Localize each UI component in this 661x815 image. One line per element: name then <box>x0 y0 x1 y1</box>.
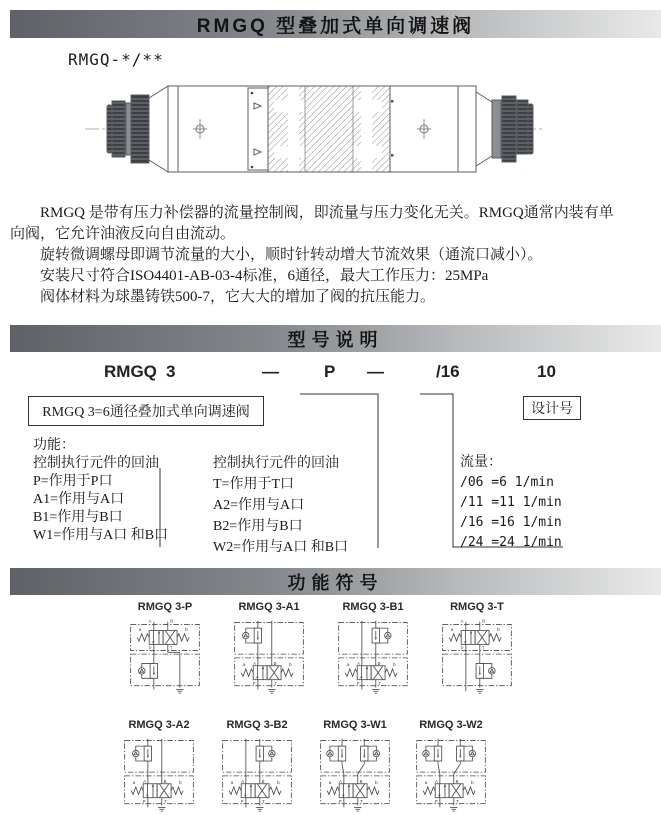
spec-line: B1=作用与B口 <box>33 510 123 525</box>
svg-text:b: b <box>393 663 396 669</box>
svg-text:b: b <box>289 663 292 669</box>
intro-line: 安装尺寸符合ISO4401-AB-03-4标准，6通径，最大工作压力：25MPa <box>40 268 489 284</box>
flow-title: 流量： <box>460 455 502 470</box>
svg-text:T: T <box>456 798 459 804</box>
svg-text:B: B <box>170 618 173 624</box>
symbol-label: RMGQ 3-A1 <box>238 601 300 613</box>
model-section-title: 型号说明 <box>287 329 384 350</box>
svg-text:T: T <box>164 798 167 804</box>
svg-text:a: a <box>346 663 350 669</box>
svg-text:P: P <box>460 645 464 651</box>
spec-line: 功能： <box>33 438 75 453</box>
flow-option: /16 =16 1/min <box>460 515 562 530</box>
symbol-label: RMGQ 3-T <box>450 601 504 613</box>
intro-line: RMGQ 是带有压力补偿器的流量控制阀，即流量与压力变化无关。RMGQ通常内装有单 <box>40 205 614 221</box>
symbols-section-title: 功能符号 <box>287 572 384 593</box>
svg-text:b: b <box>497 627 500 633</box>
svg-text:b: b <box>375 781 378 787</box>
svg-text:a: a <box>132 781 136 787</box>
model-code-part: — <box>367 362 384 381</box>
symbol-label: RMGQ 3-A2 <box>128 719 190 731</box>
svg-text:A: A <box>253 660 256 666</box>
svg-text:A: A <box>143 778 146 784</box>
model-code-part: 3 <box>166 362 176 381</box>
drawing-model-label: RMGQ-*/** <box>68 50 164 69</box>
svg-text:T: T <box>274 680 277 686</box>
svg-text:a: a <box>138 627 142 633</box>
model-code-part: /16 <box>436 362 460 381</box>
spec-line: A1=作用与A口 <box>33 492 125 507</box>
model-code-part: — <box>262 362 279 381</box>
model-code-part: 10 <box>537 362 556 381</box>
flow-rate-column <box>460 453 562 553</box>
spec-line: B2=作用与B口 <box>213 519 303 534</box>
svg-text:P: P <box>240 798 244 804</box>
svg-text:T: T <box>482 645 485 651</box>
svg-text:B: B <box>359 778 363 784</box>
function-column-middle <box>213 453 348 558</box>
svg-text:a: a <box>242 663 246 669</box>
svg-text:B: B <box>261 778 265 784</box>
svg-text:P: P <box>356 680 360 686</box>
svg-text:A: A <box>241 778 244 784</box>
symbol-label: RMGQ 3-W1 <box>323 719 387 731</box>
svg-text:T: T <box>262 798 265 804</box>
svg-text:B: B <box>482 618 485 624</box>
svg-text:a: a <box>424 781 428 787</box>
svg-text:a: a <box>230 781 234 787</box>
symbol-label: RMGQ 3-W2 <box>419 719 483 731</box>
svg-text:b: b <box>277 781 280 787</box>
model-code-part: RMGQ <box>104 362 157 381</box>
svg-text:A: A <box>435 778 438 784</box>
model-code-part: P <box>324 362 336 381</box>
main-title-bar <box>10 10 661 38</box>
svg-text:T: T <box>170 645 173 651</box>
svg-text:B: B <box>455 778 459 784</box>
svg-text:P: P <box>434 798 438 804</box>
svg-text:b: b <box>185 627 188 633</box>
svg-text:B: B <box>273 660 277 666</box>
intro-paragraphs <box>10 203 658 308</box>
svg-text:A: A <box>460 618 464 624</box>
flow-option: /24 =24 1/min <box>460 535 562 550</box>
svg-text:A: A <box>357 660 360 666</box>
flow-option: /06 =6 1/min <box>460 475 554 490</box>
spec-line: P=作用于P口 <box>33 474 113 489</box>
svg-text:A: A <box>148 618 152 624</box>
svg-text:P: P <box>338 798 342 804</box>
svg-text:A: A <box>339 778 342 784</box>
svg-text:a: a <box>328 781 332 787</box>
symbol-label: RMGQ 3-B2 <box>226 719 288 731</box>
svg-text:P: P <box>142 798 146 804</box>
svg-text:B: B <box>377 660 381 666</box>
intro-line: 向阀，它允许油液反向自由流动。 <box>10 226 236 242</box>
design-number-label: 设计号 <box>531 402 573 417</box>
function-column-left <box>33 437 168 545</box>
svg-text:P: P <box>148 645 152 651</box>
intro-line: 阀体材料为球墨铸铁500-7，它大大的增加了阀的抗压能力。 <box>40 289 435 305</box>
svg-text:T: T <box>360 798 363 804</box>
svg-text:B: B <box>163 778 167 784</box>
symbol-label: RMGQ 3-B1 <box>342 601 404 613</box>
spec-line: 控制执行元件的回油 <box>213 456 339 471</box>
intro-line: 旋转微调螺母即调节流量的大小，顺时针转动增大节流效果（通流口减小）。 <box>40 247 543 263</box>
svg-text:T: T <box>378 680 381 686</box>
spec-line: W1=作用与A口 和B口 <box>33 528 169 543</box>
svg-text:a: a <box>450 627 454 633</box>
flow-option: /11 =11 1/min <box>460 495 562 510</box>
svg-text:b: b <box>179 781 182 787</box>
model-base-label: RMGQ 3=6通径叠加式单向调速阀 <box>42 405 250 420</box>
symbol-label: RMGQ 3-P <box>137 601 193 613</box>
svg-text:b: b <box>471 781 474 787</box>
spec-line: A2=作用与A口 <box>213 498 305 513</box>
model-section-bar <box>10 325 661 352</box>
page-title: RMGQ 型叠加式单向调速阀 <box>196 15 475 37</box>
spec-line: W2=作用与A口 和B口 <box>213 540 349 555</box>
svg-text:P: P <box>252 680 256 686</box>
spec-line: 控制执行元件的回油 <box>33 456 159 471</box>
spec-line: T=作用于T口 <box>213 477 294 492</box>
symbols-section-bar <box>10 568 661 595</box>
valve-cross-section-drawing <box>85 74 555 179</box>
